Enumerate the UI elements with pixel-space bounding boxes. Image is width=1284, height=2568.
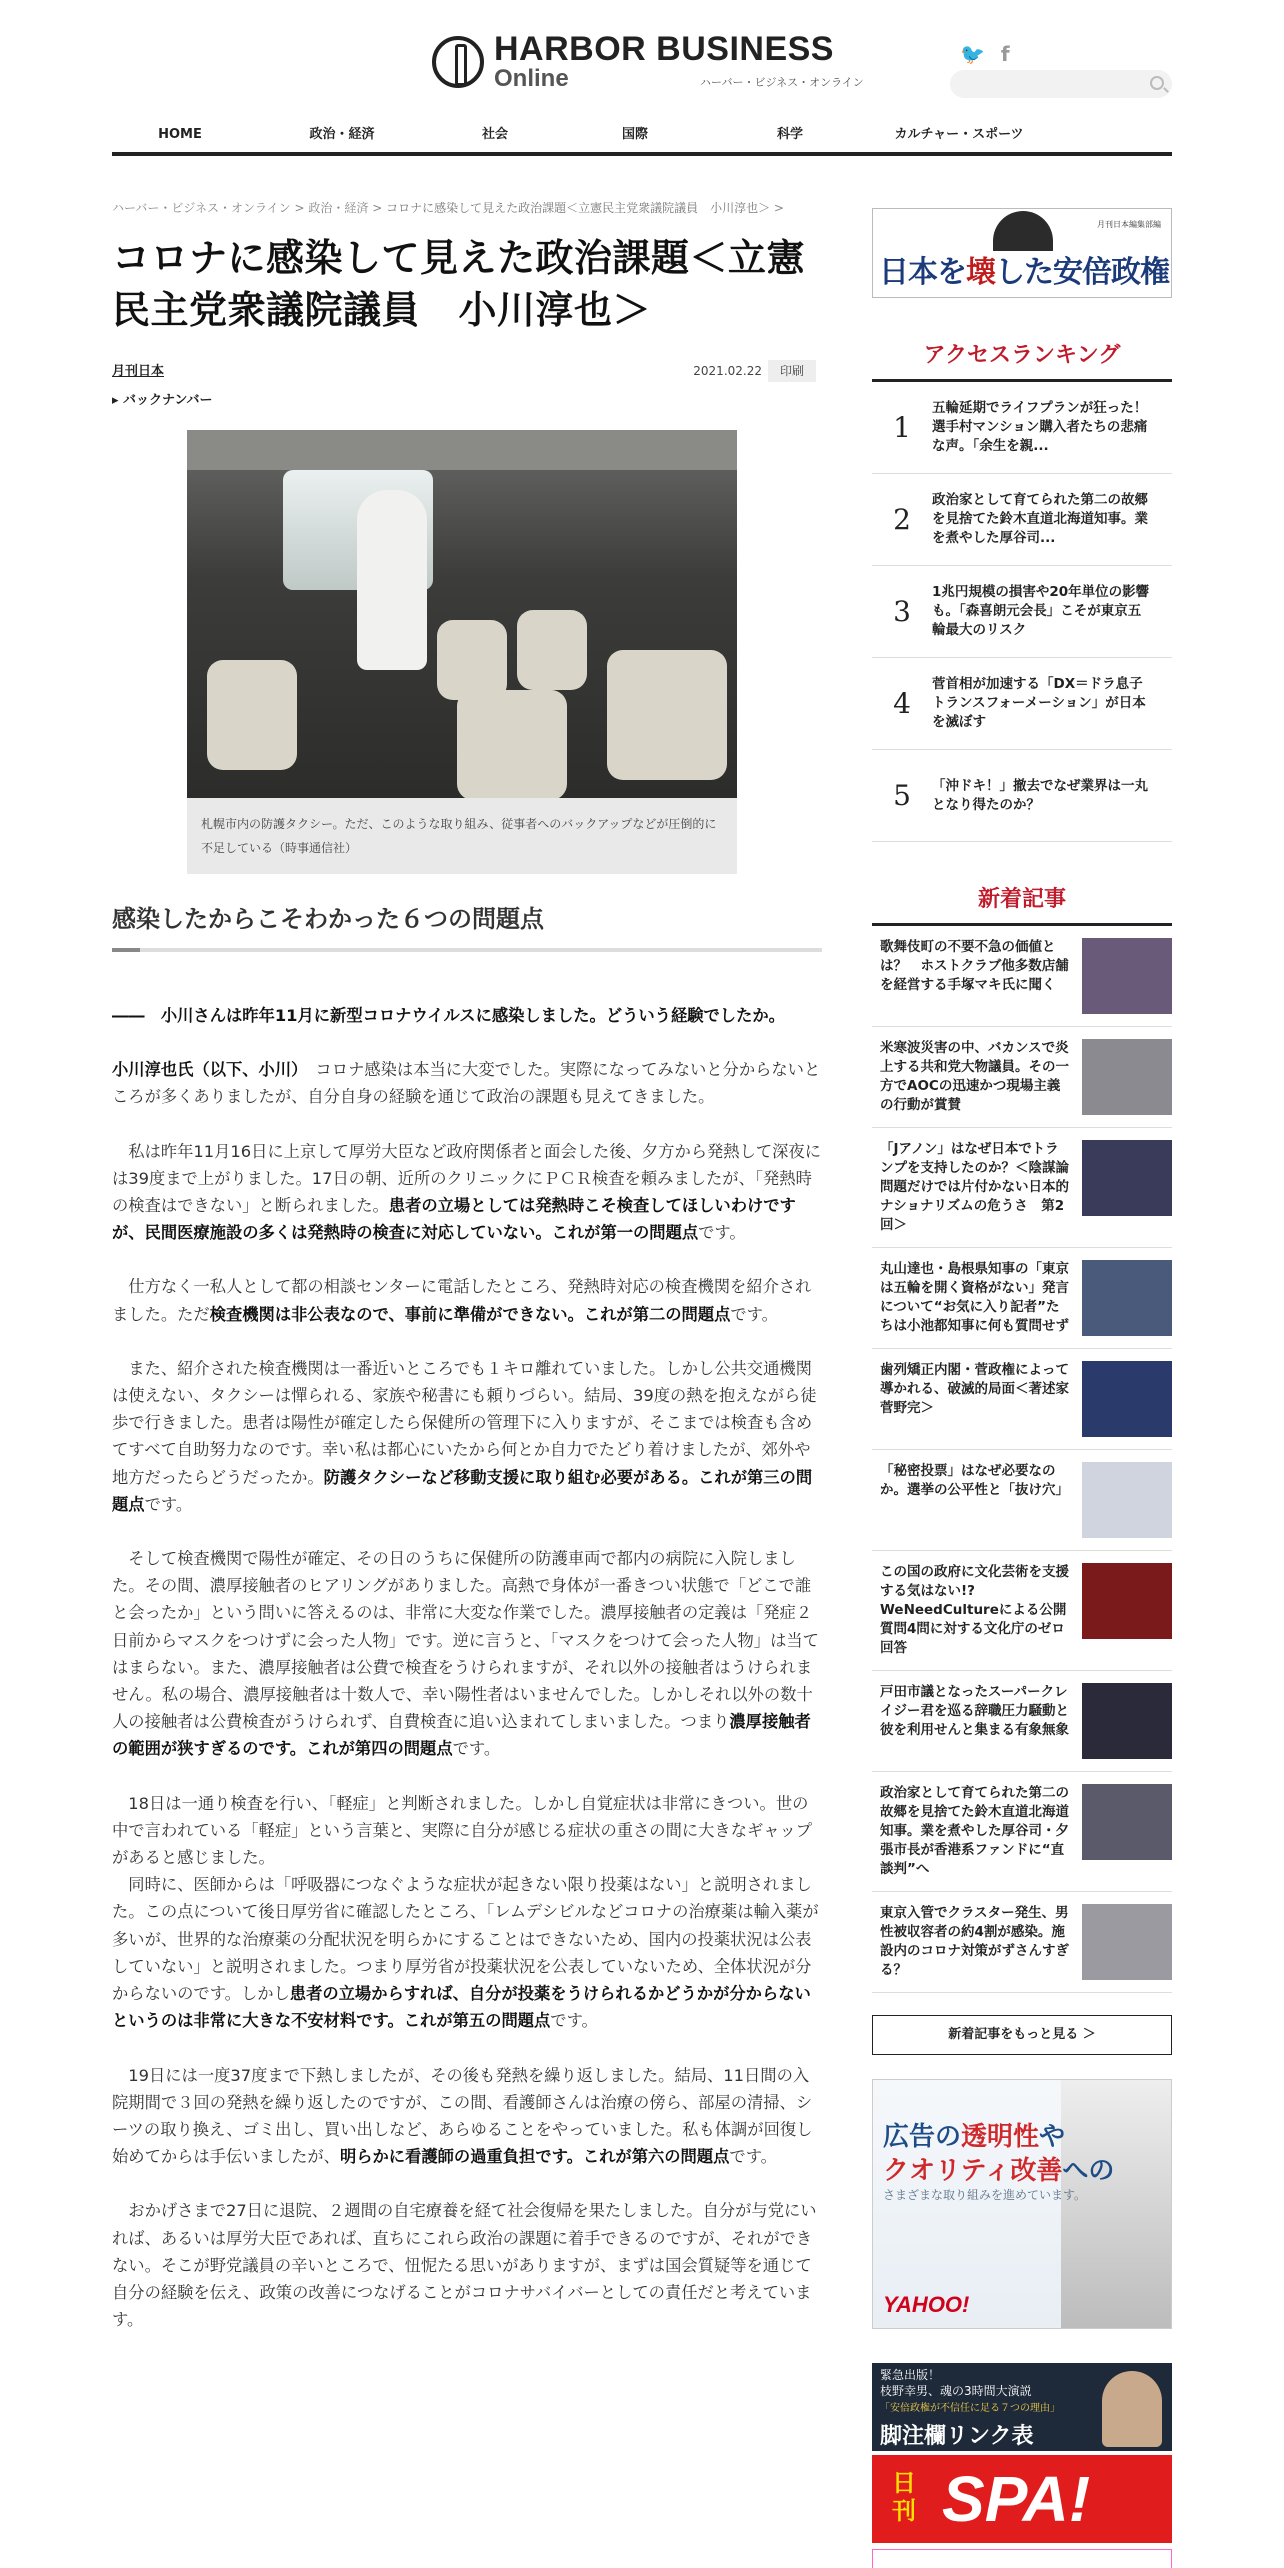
article-photo bbox=[187, 430, 737, 798]
ranking-list bbox=[872, 382, 1172, 842]
more-articles-button[interactable]: 新着記事をもっと見る ＞ bbox=[872, 2015, 1172, 2055]
article-main bbox=[112, 196, 822, 2333]
breadcrumb-home[interactable]: ハーバー・ビジネス・オンライン bbox=[112, 201, 291, 215]
logo-japanese: ハーバー・ビジネス・オンライン bbox=[700, 76, 864, 89]
section-heading: 感染したからこそわかった６つの問題点 bbox=[112, 902, 822, 952]
paragraph-1: 小川淳也氏（以下、小川） コロナ感染は本当に大変でした。実際になってみないと分からないところが多くありましたが、自分自身の経験を通じて政治の課題も見えてきました。 bbox=[112, 1060, 821, 1107]
search-icon[interactable] bbox=[1150, 76, 1164, 90]
article-thumbnail[interactable] bbox=[1082, 1361, 1172, 1437]
article-thumbnail[interactable] bbox=[1082, 1260, 1172, 1336]
nav-item-culture-sports[interactable]: カルチャー・スポーツ bbox=[894, 127, 1024, 142]
nav-item-international[interactable]: 国際 bbox=[621, 127, 648, 142]
ranking-item[interactable]: 1 五輪延期でライフプランが狂った！選手村マンション購入者たちの悲痛な声。「余生を親... bbox=[872, 382, 1172, 474]
backnumber-link[interactable]: ▸ バックナンバー bbox=[112, 393, 213, 408]
breadcrumb-current: コロナに感染して見えた政治課題＜立憲民主党衆議院議員 小川淳也＞ bbox=[386, 201, 771, 215]
new-article-item[interactable]: この国の政府に文化芸術を支援する気はない!? WeNeedCultureによる公開質問4問に対する文化庁のゼロ回答 bbox=[872, 1551, 1172, 1671]
new-article-item[interactable]: 歌舞伎町の不要不急の価値とは？ ホストクラブ他多数店舗を経営する手塚マキ氏に聞く bbox=[872, 926, 1172, 1027]
paragraph-3: 仕方なく一私人として都の相談センターに電話したところ、発熱時対応の検査機関を紹介されました。ただ検査機関は非公表なので、事前に準備ができない。これが第二の問題点です。 bbox=[112, 1277, 812, 1324]
new-articles-list bbox=[872, 926, 1172, 1993]
book-ad-banner[interactable]: 緊急出版！ 枝野幸男、魂の3時間大演説 「安倍政権が不信任に足る７つの理由」 脚注欄リンク表 bbox=[872, 2363, 1172, 2451]
ranking-item[interactable]: 2 政治家として育てられた第二の故郷を見捨てた鈴木直道北海道知事。業を煮やした厚谷司... bbox=[872, 474, 1172, 566]
print-button[interactable]: 印刷 bbox=[768, 360, 816, 382]
spa-ad-banner[interactable]: 日刊 SPA! bbox=[872, 2455, 1172, 2543]
nav-item-science[interactable]: 科学 bbox=[776, 127, 803, 142]
search-input[interactable] bbox=[950, 70, 1172, 98]
ranking-item[interactable]: 3 1兆円規模の損害や20年単位の影響も。「森喜朗元会長」こそが東京五輪最大のリスク bbox=[872, 566, 1172, 658]
logo-subtitle: Online bbox=[494, 65, 569, 92]
interview-question: ―― 小川さんは昨年11月に新型コロナウイルスに感染しました。どういう経験でしたか。 bbox=[112, 1006, 785, 1025]
article-thumbnail[interactable] bbox=[1082, 938, 1172, 1014]
new-articles-title: 新着記事 bbox=[872, 882, 1172, 926]
article-thumbnail[interactable] bbox=[1082, 1140, 1172, 1216]
new-article-item[interactable]: 「秘密投票」はなぜ必要なのか。選挙の公平性と「抜け穴」 bbox=[872, 1450, 1172, 1551]
facebook-icon[interactable]: f bbox=[1000, 42, 1010, 66]
book-banner-editor: 月刊日本編集部編 bbox=[1097, 220, 1161, 229]
paragraph-8: おかげさまで27日に退院、２週間の自宅療養を経て社会復帰を果たしました。自分が与党にいれば、あるいは厚労大臣であれば、直ちにこれら政治の課題に着手できるのですが、それができない。そこが野党議員の辛いところで、忸怩たる思いがありますが、まずは国会質疑等を通じて自分の経験を伝え、政策の改善につなげることがコロナサバイバーとしての責任だと考えています。 bbox=[112, 2201, 817, 2330]
new-article-item[interactable]: 「Jアノン」はなぜ日本でトランプを支持したのか？＜陰謀論問題だけでは片付かない日本的ナショナリズムの危うさ 第2回＞ bbox=[872, 1128, 1172, 1248]
breadcrumb: ハーバー・ビジネス・オンライン > 政治・経済 > コロナに感染して見えた政治課題＜立憲民主党衆議院議員 小川淳也＞ > bbox=[112, 201, 784, 215]
main-nav bbox=[112, 120, 1172, 156]
new-article-item[interactable]: 米寒波災害の中、バカンスで炎上する共和党大物議員。その一方でAOCの迅速かつ現場主義の行動が賞賛 bbox=[872, 1027, 1172, 1128]
twitter-icon[interactable]: 🐦 bbox=[960, 42, 985, 66]
logo-mark-icon bbox=[432, 36, 484, 88]
new-article-item[interactable]: 丸山達也・島根県知事の「東京は五輪を開く資格がない」発言について“お気に入り記者”たちは小池都知事に何も質問せず bbox=[872, 1248, 1172, 1349]
ranking-title: アクセスランキング bbox=[872, 338, 1172, 382]
nav-item-home[interactable]: HOME bbox=[158, 127, 202, 142]
nav-item-politics[interactable]: 政治・経済 bbox=[309, 127, 375, 142]
paragraph-2: 私は昨年11月16日に上京して厚労大臣など政府関係者と面会した後、夕方から発熱して深夜には39度まで上がりました。17日の朝、近所のクリニックにＰＣＲ検査を頼みましたが、「発熱時の検査はできない」と断られました。患者の立場としては発熱時こそ検査してほしいわけですが、民間医療施設の多くは発熱時の検査に対応していない。これが第一の問題点です。 bbox=[112, 1141, 821, 1243]
social-links bbox=[960, 42, 1010, 66]
article-thumbnail[interactable] bbox=[1082, 1462, 1172, 1538]
ranking-item[interactable]: 4 菅首相が加速する「DX＝ドラ息子トランスフォーメーション」が日本を滅ぼす bbox=[872, 658, 1172, 750]
new-article-item[interactable]: 歯列矯正内閣・菅政権によって導かれる、破滅的局面＜著述家 菅野完＞ bbox=[872, 1349, 1172, 1450]
book-banner[interactable] bbox=[872, 208, 1172, 298]
magazine-link[interactable]: 月刊日本 bbox=[112, 364, 165, 379]
breadcrumb-category[interactable]: 政治・経済 bbox=[308, 201, 369, 215]
sidebar bbox=[872, 208, 1172, 2568]
logo-title: HARBOR BUSINESS bbox=[494, 30, 834, 68]
paragraph-4: また、紹介された検査機関は一番近いところでも１キロ離れていました。しかし公共交通機関は使えない、タクシーは憚られる、家族や秘書にも頼りづらい。結局、39度の熱を抱えながら徒歩で行きました。患者は陽性が確定したら保健所の管理下に入りますが、そこまでは検査も含めてすべて自助努力なのです。幸い私は都心にいたから何とか自力でたどり着けましたが、郊外や地方だったらどうだったか。防護タクシーなど移動支援に取り組む必要がある。これが第三の問題点です。 bbox=[112, 1358, 817, 1514]
new-article-item[interactable]: 東京入管でクラスター発生、男性被収容者の約4割が感染。施設内のコロナ対策がずさんすぎる？ bbox=[872, 1892, 1172, 1993]
article-figure bbox=[187, 430, 737, 874]
article-date: 2021.02.22 bbox=[693, 364, 762, 378]
article-thumbnail[interactable] bbox=[1082, 1683, 1172, 1759]
article-meta bbox=[112, 360, 822, 408]
yahoo-ad-banner[interactable]: 広告の透明性や クオリティ改善への さまざまな取り組みを進めています。 YAHOO! bbox=[872, 2079, 1172, 2329]
paragraph-5: そして検査機関で陽性が確定、その日のうちに保健所の防護車両で都内の病院に入院しました。その間、濃厚接触者のヒアリングがありました。高熱で身体が一番きつい状態で「どこで誰と会ったか」という問いに答えるのは、非常に大変な作業でした。濃厚接触者の定義は「発症２日前からマスクをつけずに会った人物」です。逆に言うと、「マスクをつけて会った人物」は当てはまらない。また、濃厚接触者は公費で検査をうけられますが、それ以外の接触者はうけられません。私の場合、濃厚接触者は十数人で、幸い陽性者はいませんでした。しかしそれ以外の数十人の接触者は公費検査がうけられず、自費検査に追い込まれてしまいました。つまり濃厚接触者の範囲が狭すぎるのです。これが第四の問題点です。 bbox=[112, 1549, 819, 1759]
photo-caption: 札幌市内の防護タクシー。ただ、このような取り組み、従事者へのバックアップなどが圧倒的に不足している（時事通信社） bbox=[201, 817, 717, 855]
nav-item-society[interactable]: 社会 bbox=[481, 127, 508, 142]
book-banner-title: 日本を壊した安倍政権 bbox=[879, 255, 1169, 290]
yahoo-logo: YAHOO! bbox=[883, 2292, 970, 2317]
site-header bbox=[0, 0, 1284, 160]
article-thumbnail[interactable] bbox=[1082, 1904, 1172, 1980]
ad-banner[interactable] bbox=[872, 2549, 1172, 2568]
speaker-name: 小川淳也氏（以下、小川） bbox=[112, 1060, 300, 1080]
paragraph-6: 18日は一通り検査を行い、「軽症」と判断されました。しかし自覚症状は非常にきつい。世の中で言われている「軽症」という言葉と、実際に自分が感じる症状の重さの間に大きなギャップがあると感じました。 同時に、医師からは「呼吸器につなぐような症状が起きない限り投薬はない」と説明されました。この点について後日厚労省に確認したところ、「レムデシビルなどコロナの治療薬は輸入薬が多いが、世界的な治療薬の分配状況を明らかにすることはできないため、国内の投薬状況は公表していない」と説明されました。つまり厚労省が投薬状況を公表していないため、全体状況が分からないのです。しかし患者の立場からすれば、自分が投薬をうけられるかどうかが分からないというのは非常に大きな不安材料です。これが第五の問題点です。 bbox=[112, 1793, 819, 2031]
new-article-item[interactable]: 戸田市議となったスーパークレイジー君を巡る辞職圧力騒動と彼を利用せんと集まる有象無象 bbox=[872, 1671, 1172, 1772]
ranking-item[interactable]: 5 「沖ドキ！」撤去でなぜ業界は一丸となり得たのか？ bbox=[872, 750, 1172, 842]
paragraph-7: 19日には一度37度まで下熱しましたが、その後も発熱を繰り返しました。結局、11日間の入院期間で３回の発熱を繰り返したのですが、この間、看護師さんは治療の傍ら、部屋の清掃、シーツの取り換え、ゴミ出し、買い出しなど、あらゆることをやっていました。私も体調が回復し始めてからは手伝いましたが、明らかに看護師の過重負担です。これが第六の問題点です。 bbox=[112, 2065, 813, 2167]
article-title: コロナに感染して見えた政治課題＜立憲民主党衆議院議員 小川淳也＞ bbox=[112, 236, 806, 332]
article-thumbnail[interactable] bbox=[1082, 1039, 1172, 1115]
article-thumbnail[interactable] bbox=[1082, 1784, 1172, 1860]
article-thumbnail[interactable] bbox=[1082, 1563, 1172, 1639]
new-article-item[interactable]: 政治家として育てられた第二の故郷を見捨てた鈴木直道北海道知事。業を煮やした厚谷司・夕張市長が香港系ファンドに“直談判”へ bbox=[872, 1772, 1172, 1892]
